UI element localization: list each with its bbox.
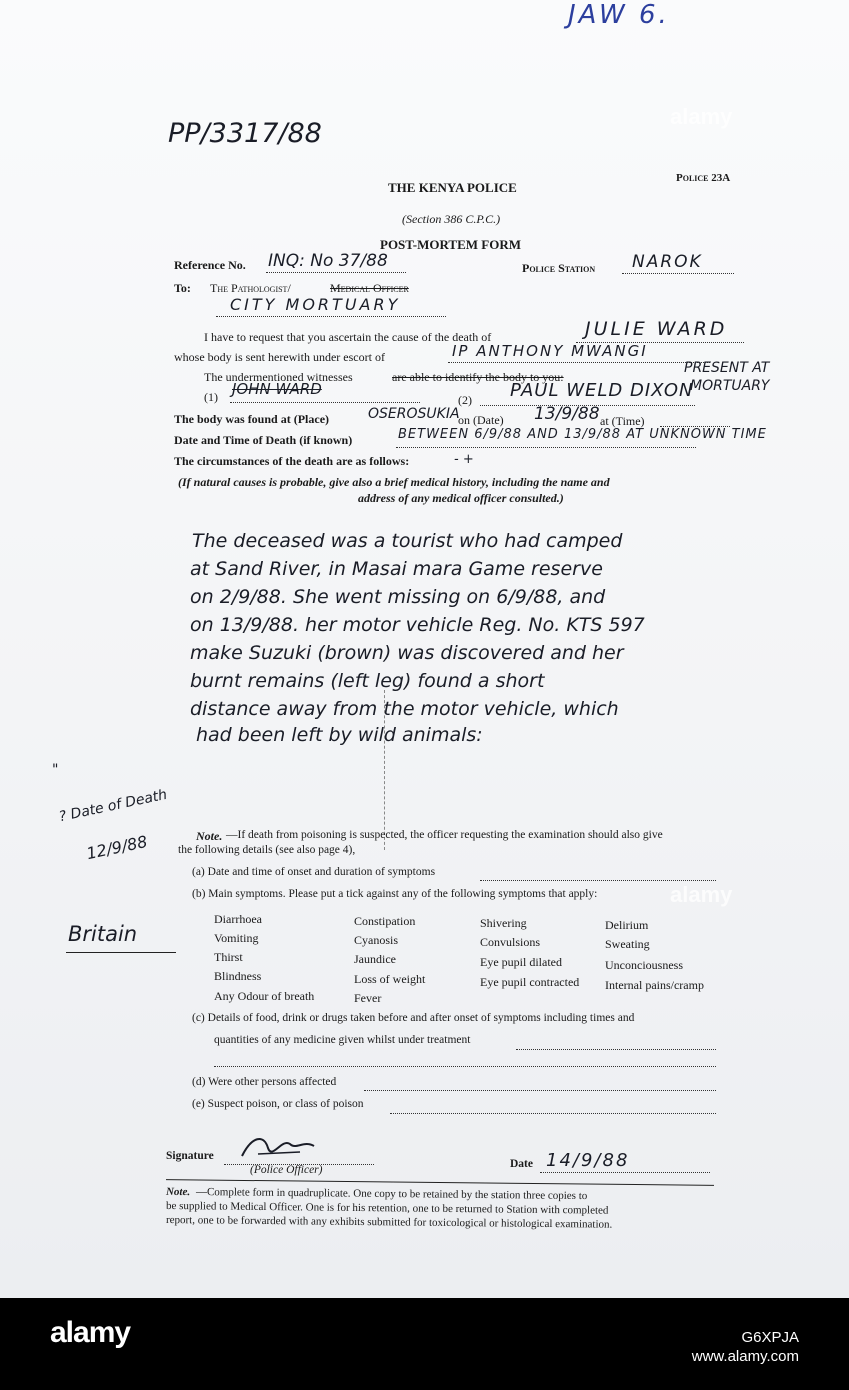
found-date-value: 13/9/88 [534,404,600,424]
found-place-label: The body was found at (Place) [174,412,330,426]
margin-quote: " [52,762,59,778]
symptom: Blindness [214,969,262,983]
symptom: Sweating [605,937,650,951]
form-heading: THE KENYA POLICE [388,180,517,195]
signature-label: Signature [166,1150,214,1162]
station-label: Police Station [522,261,596,275]
question-d: (d) Were other persons affected [192,1076,337,1088]
note-label: Note. [196,829,223,843]
to-label: To: [174,281,191,295]
witnesses-struck: are able to identify the body to you: [392,370,564,384]
symptom: Internal pains/cramp [605,978,704,992]
stock-code [692,1328,799,1366]
reference-label: Reference No. [174,258,246,272]
watermark: alamy [670,104,733,129]
symptom: Thirst [214,950,243,964]
narrative-line: burnt remains (left leg) found a short [190,670,545,692]
stock-site: www.alamy.com [691,1348,799,1365]
witness-2-number: (2) [458,393,472,407]
witness-note-2: MORTUARY [690,378,770,394]
signature-scribble [238,1130,318,1164]
margin-country: Britain [68,922,138,946]
narrative-line: on 13/9/88. her motor vehicle Reg. No. KTS 597 [190,614,645,636]
margin-underline [66,952,176,953]
witness-1-number: (1) [204,390,218,404]
fold-line [384,690,385,850]
symptom: Vomiting [214,931,259,945]
symptom: Unconciousness [605,958,683,972]
question-c: (c) Details of food, drink or drugs taken before and after onset of symptoms including times and [192,1012,635,1024]
natural-causes-note: (If natural causes is probable, give also a brief medical history, including the name and [178,475,610,489]
narrative-line: on 2/9/88. She went missing on 6/9/88, and [190,586,606,608]
date-value: 14/9/88 [546,1150,630,1171]
symptom: Loss of weight [354,972,426,986]
request-text: I have to request that you ascertain the cause of the death of [204,330,492,344]
station-value: NAROK [632,252,703,272]
section-reference: (Section 386 C.P.C.) [402,212,501,226]
reference-value: INQ: No 37/88 [268,251,388,271]
symptom: Delirium [605,918,649,932]
symptom: Fever [354,991,382,1005]
witness-1-name: JOHN WARD [232,380,322,398]
symptom: Cyanosis [354,933,399,947]
symptom: Shivering [480,916,527,930]
symptom: Convulsions [480,935,541,949]
corner-reference: JAW 6. [568,0,670,30]
death-time-label: Date and Time of Death (if known) [174,433,353,447]
footer-note-text: —Complete form in quadruplicate. One copy to be retained by the station three copies to [195,1186,588,1203]
narrative-line: The deceased was a tourist who had camped [192,530,623,552]
found-date-label: on (Date) [458,413,504,427]
symptom: Diarrhoea [214,912,262,926]
symptom: Eye pupil dilated [480,955,562,969]
date-label: Date [510,1158,533,1170]
witness-note-1: PRESENT AT [684,360,770,376]
witnesses-text: The undermentioned witnesses [204,370,353,384]
footer-note-text-3: report, one to be forwarded with any exhibits submitted for toxicological or histological examination. [165,1214,613,1231]
note-text: —If death from poisoning is suspected, the officer requesting the examination should also give [226,829,663,841]
question-c-2: quantities of any medicine given whilst under treatment [214,1034,471,1046]
margin-date-of-death: ? Date of Death [57,786,169,826]
question-e: (e) Suspect poison, or class of poison [192,1098,364,1110]
question-b: (b) Main symptoms. Please put a tick against any of the following symptoms that apply: [192,888,598,900]
symptom: Jaundice [354,952,396,966]
symptom: Eye pupil contracted [480,975,580,989]
form-code: Police 23A [676,172,731,184]
deceased-name: JULIE WARD [585,318,728,340]
symptom: Constipation [354,914,416,928]
stock-logo: alamy [50,1316,131,1349]
watermark: alamy [670,882,733,907]
circumstances-label: The circumstances of the death are as follows: [174,454,410,468]
escort-value: IP ANTHONY MWANGI [452,342,648,360]
footer-note-label: Note. [165,1185,191,1199]
stock-footer [0,1298,849,1390]
file-number: PP/3317/88 [168,118,322,149]
narrative-line: at Sand River, in Masai mara Game reserve [190,558,603,580]
witness-2-name: PAUL WELD DIXON [510,380,694,401]
found-time-label: at (Time) [600,414,645,428]
narrative-line: had been left by wild animals: [196,724,483,746]
question-a: (a) Date and time of onset and duration of symptoms [192,866,436,878]
note-text-2: the following details (see also page 4), [178,844,356,856]
footer-note-text-2: be supplied to Medical Officer. One is for his retention, one to be returned to Station with completed [165,1200,609,1217]
form-title: POST-MORTEM FORM [380,237,521,252]
circumstances-mark: - + [454,452,474,467]
escort-text: whose body is sent herewith under escort of [174,350,385,364]
natural-causes-note-2: address of any medical officer consulted.) [358,491,564,505]
signature-role: (Police Officer) [250,1164,323,1176]
to-pathologist: The Pathologist/ [210,281,291,295]
found-place-value: OSEROSUKIA [368,406,460,422]
stock-image-id: G6XPJA [741,1329,799,1346]
to-value: CITY MORTUARY [230,295,401,314]
to-medical-officer: Medical Officer [330,281,409,295]
margin-date: 12/9/88 [84,831,149,864]
narrative-line: distance away from the motor vehicle, which [190,698,619,720]
symptom: Any Odour of breath [214,989,315,1003]
death-time-value: BETWEEN 6/9/88 AND 13/9/88 AT UNKNOWN TIME [398,427,767,442]
footer-rule [166,1179,714,1186]
narrative-line: make Suzuki (brown) was discovered and her [190,642,624,664]
